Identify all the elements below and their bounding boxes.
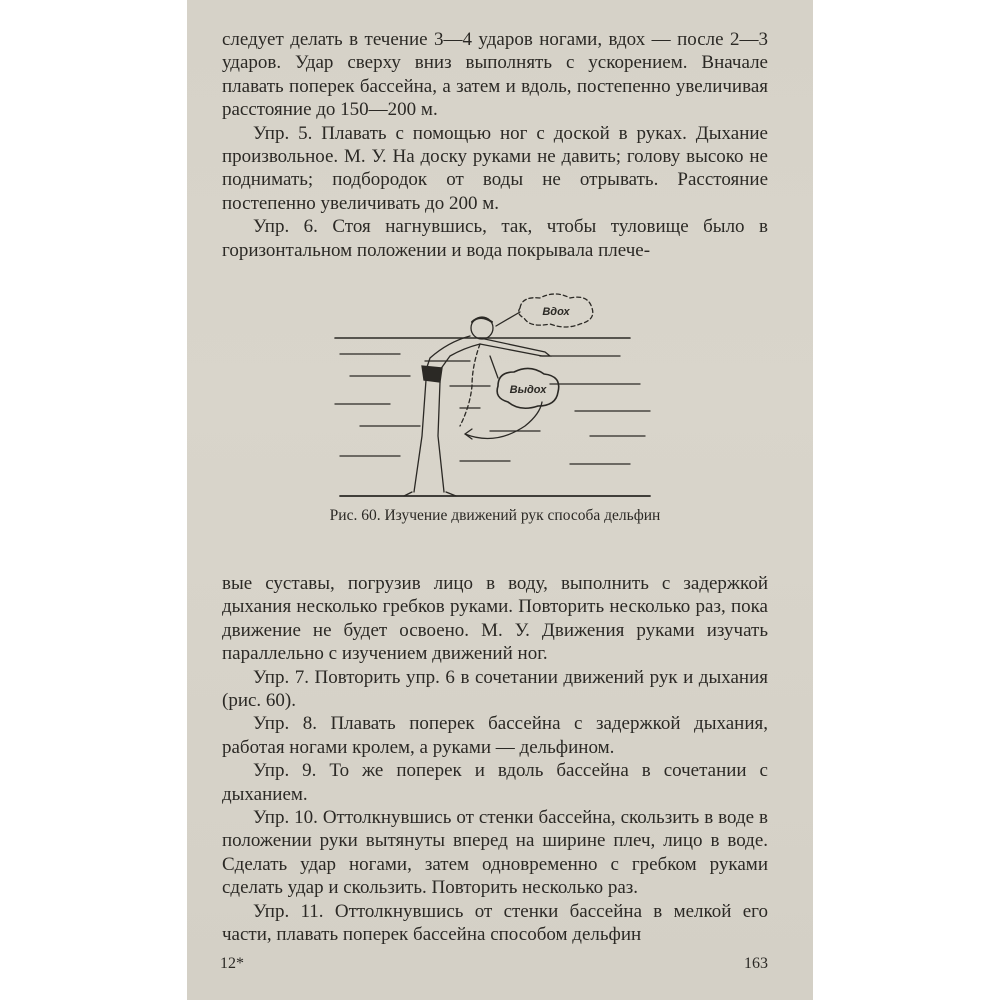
- figure-dolphin-arms: [330, 286, 660, 506]
- paragraph-exercise-7: Упр. 7. Повторить упр. 6 в сочетании движений рук и дыхания (рис. 60).: [222, 666, 768, 712]
- page-number: 163: [744, 955, 768, 972]
- paragraph-exercise-6: Упр. 6. Стоя нагнувшись, так, чтобы туловище было в горизонтальном положении и вода покрывала плече-: [222, 216, 768, 261]
- top-text-block: [222, 28, 768, 262]
- paragraph-continuation: следует делать в течение 3—4 ударов ногами, вдох — после 2—3 ударов. Удар сверху вниз выполнять с ускорением. Вначале плавать поперек бассейна, а затем и вдоль, постепенно увеличивая расстояние до 150—200 м.: [222, 29, 768, 121]
- bottom-text-block: [222, 572, 768, 947]
- background-right: [813, 0, 1000, 1000]
- paragraph-exercise-11: Упр. 11. Оттолкнувшись от стенки бассейна в мелкой его части, плавать поперек бассейна способом дельфин: [222, 900, 768, 946]
- background-left: [0, 0, 187, 1000]
- paragraph-exercise-8: Упр. 8. Плавать поперек бассейна с задержкой дыхания, работая ногами кролем, а руками — дельфином.: [222, 713, 768, 758]
- paragraph-continuation-2: вые суставы, погрузив лицо в воду, выполнить с задержкой дыхания несколько гребков руками. Повторить несколько раз, пока движение не будет освоено. М. У. Движения руками изучать параллельно с изучением движений ног.: [222, 573, 768, 665]
- signature-mark: 12*: [220, 955, 244, 972]
- inhale-label: Вдох: [542, 306, 570, 318]
- figure-caption: Рис. 60. Изучение движений рук способа дельфин: [329, 507, 661, 524]
- paragraph-exercise-5: Упр. 5. Плавать с помощью ног с доской в руках. Дыхание произвольное. М. У. На доску руками не давить; голову высоко не поднимать; подбородок от воды не отрывать. Расстояние постепенно увеличивать до 200 м.: [222, 122, 768, 214]
- paragraph-exercise-10: Упр. 10. Оттолкнувшись от стенки бассейна, скользить в воде в положении руки вытянуты вперед на ширине плеч, лицо в воде. Сделать удар ногами, затем одновременно с гребком руками сделать удар и скользить. Повторить несколько раз.: [222, 807, 768, 899]
- paragraph-exercise-9: Упр. 9. То же поперек и вдоль бассейна в сочетании с дыханием.: [222, 760, 768, 805]
- book-page: [187, 0, 813, 1000]
- exhale-label: Выдох: [509, 384, 547, 396]
